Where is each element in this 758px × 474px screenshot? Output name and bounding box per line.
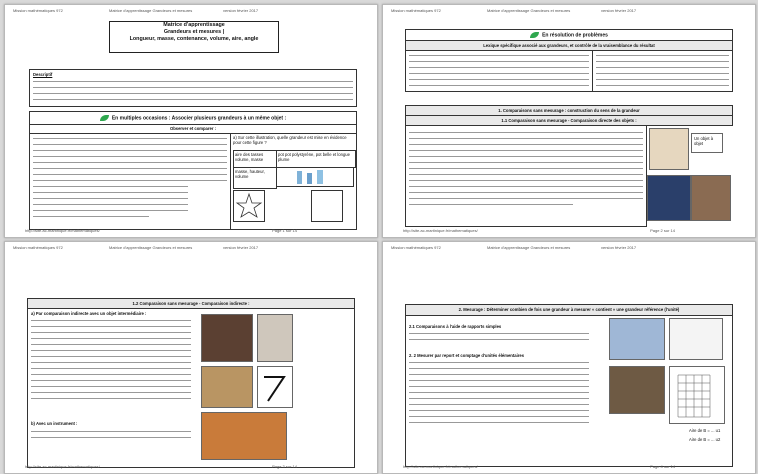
section-bar: En résolution de problèmes — [405, 29, 733, 41]
section-bar: En multiples occasions : Associer plusieurs grandeurs à un même objet : — [29, 111, 357, 125]
leaf-icon — [100, 115, 109, 121]
table-cell: masse, hauteur, volume — [233, 167, 277, 189]
section-bar-1-2: 1.2 Comparaison sans mesurage - Comparaison indirecte : — [27, 298, 355, 309]
photo-1 — [201, 314, 253, 362]
page-4 — [382, 241, 756, 474]
header-version: version février 2017 — [223, 8, 259, 13]
page-3 — [4, 241, 378, 474]
star-shape-image — [233, 190, 265, 222]
page-title: Matrice d'apprentissage Grandeurs et mesures | Longueur, masse, contenance, volume, aire, angle — [109, 21, 279, 53]
page-footer: http://site.ac-martinique.fr/mathematiques/ Page 4 sur 14 — [403, 464, 675, 469]
right-text-block — [592, 50, 733, 92]
right-column: a) Sur cette illustration, quelle grandeur est mise en évidence pour cette figure ? aire des tasses volume, masse pot pot polystyrène, pot belle et longue plume masse, hauteur, volume — [230, 133, 357, 230]
page-footer: http://site.ac-martinique.fr/mathematiques/ Page 2 sur 14 — [403, 228, 675, 233]
page-header: Mission mathématiques 972 Matrice d'apprentissage Grandeurs et mesures version février 2017 — [391, 8, 637, 13]
photo-label-box: Un objet à objet — [691, 133, 723, 153]
bottles-image — [276, 167, 354, 187]
header-doc: Matrice d'apprentissage Grandeurs et mesures — [109, 8, 193, 13]
header-site: Mission mathématiques 972 — [13, 8, 63, 13]
page-2 — [382, 4, 756, 238]
text-column — [405, 125, 647, 227]
table-cell: pot pot polystyrène, pot belle et longue plume — [276, 150, 356, 168]
unit-label-u1: Aire de B = ... u1 — [689, 428, 721, 433]
page-footer: http://site.ac-martinique.fr/mathematiques/ Page 1 sur 14 — [25, 228, 297, 233]
grid-drawing — [669, 366, 725, 424]
descriptif-box: Descriptif — [29, 69, 357, 107]
section-bar-2: 2. Mesurage : Déterminer combien de fois une grandeur à mesurer « contient » une grandeur référence (l'unité) — [405, 304, 733, 316]
page-header — [13, 8, 369, 15]
content-box: a) Par comparaison indirecte avec un objet intermédiaire : b) Avec un instrument : — [27, 308, 355, 468]
subtitle-bar: Lexique spécifique associé aux grandeurs, et contrôle de la vraisemblance du résultat — [405, 40, 733, 51]
table-cell: aire des tasses volume, masse — [233, 150, 277, 168]
content-box: 2.1 Comparaisons à l'aide de rapports simples 2. 2 Mesurer par report et comptage d'unités élémentaires — [405, 315, 733, 467]
left-column — [29, 133, 231, 230]
page-header: Mission mathématiques 972 Matrice d'apprentissage Grandeurs et mesures version février 2017 — [391, 245, 637, 250]
photo-1 — [649, 128, 689, 170]
leaf-icon — [530, 32, 539, 38]
photo-1 — [609, 318, 665, 360]
photo-2 — [669, 318, 723, 360]
page-1 — [4, 4, 378, 238]
photo-2 — [647, 175, 691, 221]
photo-3 — [201, 366, 253, 408]
square-shape-image — [311, 190, 343, 222]
photo-3 — [609, 366, 665, 414]
photo-2 — [257, 314, 293, 362]
section-bar-1: 1. Comparaisons sans mesurage : construction du sens de la grandeur — [405, 105, 733, 116]
section-bar-1-1: 1.1 Comparaison sans mesurage - Comparaison directe des objets : — [405, 115, 733, 126]
left-text-block — [405, 50, 593, 92]
photo-3 — [691, 175, 731, 221]
unit-label-u2: Aire de B = ... u2 — [689, 437, 721, 442]
observe-header: Observer et comparer : — [29, 124, 357, 134]
angle-drawing — [257, 366, 293, 408]
photo-4 — [201, 412, 287, 460]
page-footer: http://site.ac-martinique.fr/mathematiques/ Page 3 sur 14 — [25, 464, 297, 469]
page-header: Mission mathématiques 972 Matrice d'apprentissage Grandeurs et mesures version février 2017 — [13, 245, 259, 250]
